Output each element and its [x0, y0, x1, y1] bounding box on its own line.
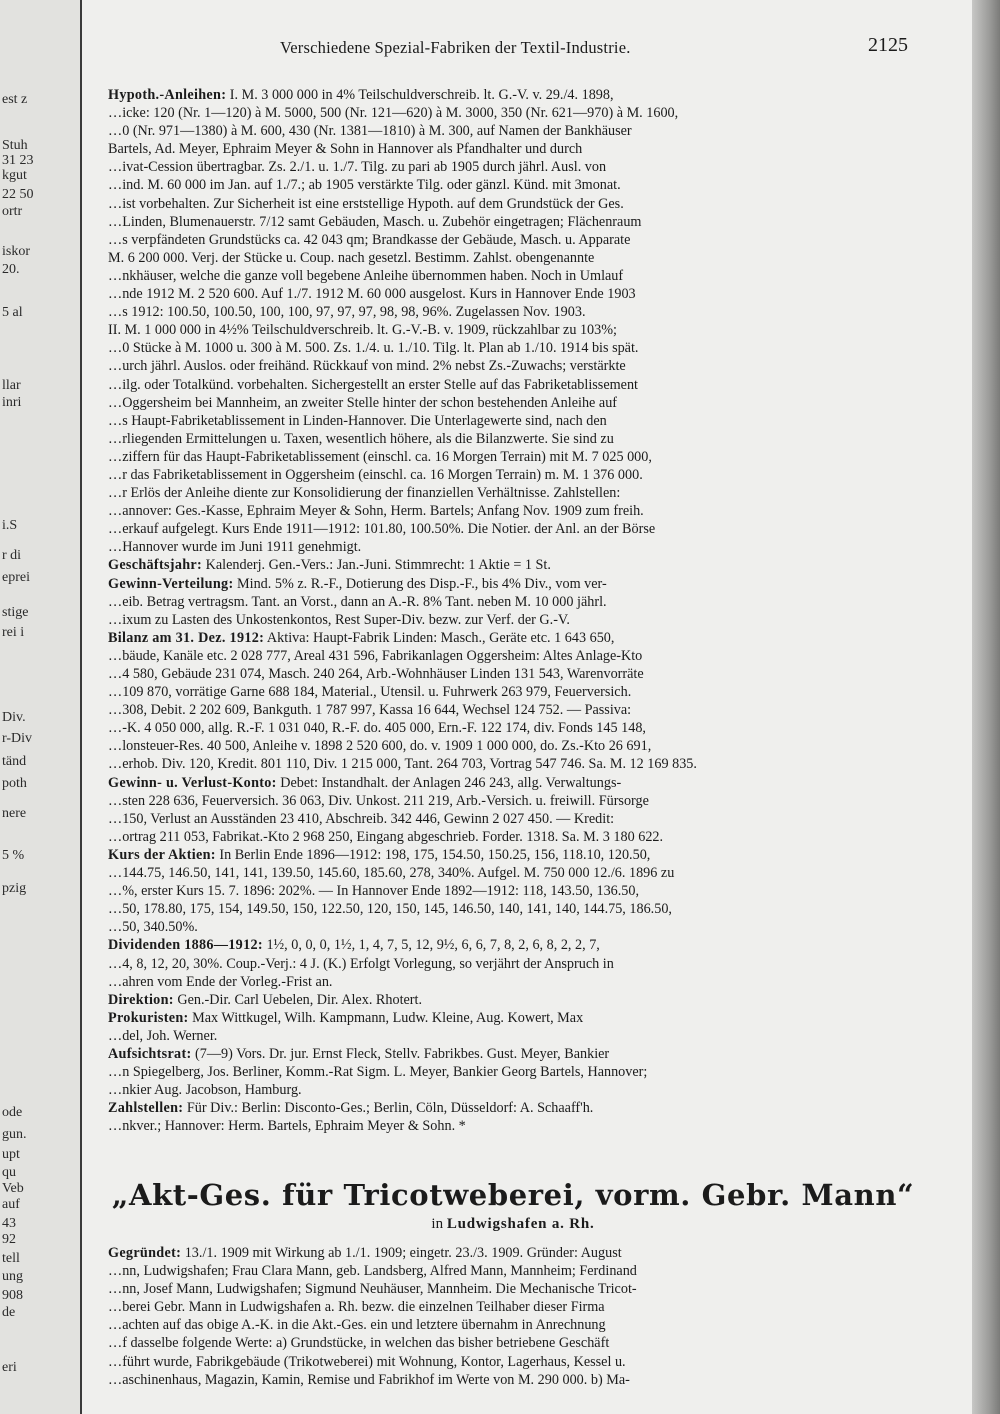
line-text: …erkauf aufgelegt. Kurs Ende 1911—1912: 101.80, 100.50%. Die Notier. der Anl. an der Börse: [108, 521, 656, 538]
section-keyword: Bilanz am 31. Dez. 1912:: [108, 629, 265, 646]
text-line: [108, 665, 918, 683]
margin-fragment: gun.: [2, 1127, 27, 1142]
line-text: …ilg. oder Totalkünd. vorbehalten. Sichergestellt an erster Stelle auf das Fabriketablissement: [108, 376, 638, 393]
text-line: [108, 484, 918, 502]
margin-fragment: ortr: [2, 204, 23, 219]
line-text: …144.75, 146.50, 141, 141, 139.50, 145.60, 185.60, 278, 340%. Aufgel. M. 750 000 12./6. 1896 zu: [108, 865, 675, 882]
company-name: „Akt-Ges. für Tricotweberei, vorm. Gebr. Mann“: [111, 1178, 915, 1212]
margin-fragment: iskor: [2, 244, 30, 259]
margin-fragment: qu: [2, 1165, 16, 1180]
margin-fragment: Div.: [2, 710, 26, 725]
text-line: [108, 466, 918, 484]
line-text: Debet: Instandhalt. der Anlagen 246 243, allg. Verwaltungs-: [276, 774, 622, 791]
margin-fragment: rei i: [2, 625, 25, 640]
margin-fragment: eprei: [2, 570, 30, 585]
text-line: [108, 683, 918, 701]
text-line: [108, 502, 918, 520]
line-text: …ixum zu Lasten des Unkostenkontos, Rest Super-Div. bezw. zur Verf. der G.-V.: [108, 611, 570, 628]
text-line: [108, 213, 918, 231]
text-line: [108, 430, 918, 448]
line-text: …annover: Ges.-Kasse, Ephraim Meyer & Sohn, Herm. Bartels; Anfang Nov. 1909 zum freih.: [108, 503, 644, 520]
line-text: …ist vorbehalten. Zur Sicherheit ist eine erststellige Hypoth. auf dem Grundstück der Ges.: [108, 195, 624, 212]
line-text: …nn, Ludwigshafen; Frau Clara Mann, geb. Landsberg, Alfred Mann, Mannheim; Ferdinand: [108, 1263, 637, 1280]
text-line: [108, 556, 918, 574]
line-text: …4, 8, 12, 20, 30%. Coup.-Verj.: 4 J. (K.) Erfolgt Vorlegung, so verjährt der Anspruch in: [108, 955, 614, 972]
margin-fragment: 31 23: [2, 153, 34, 168]
line-text: 1½, 0, 0, 0, 1½, 1, 4, 7, 5, 12, 9½, 6, 6, 7, 8, 2, 6, 8, 2, 2, 7,: [262, 937, 600, 954]
text-line: [108, 575, 918, 593]
text-line: [108, 1371, 918, 1389]
line-text: Für Div.: Berlin: Disconto-Ges.; Berlin, Cöln, Düsseldorf: A. Schaaff'h.: [183, 1100, 594, 1117]
text-line: [108, 158, 918, 176]
text-line: [108, 104, 918, 122]
line-text: …50, 178.80, 175, 154, 149.50, 150, 122.50, 120, 150, 145, 146.50, 140, 141, 140, 144.75, 186.50,: [108, 901, 672, 918]
text-line: [108, 520, 918, 538]
margin-fragment: r-Div: [2, 731, 33, 746]
text-line: [108, 140, 918, 158]
line-text: …50, 340.50%.: [108, 919, 198, 936]
margin-fragment: eri: [2, 1360, 17, 1375]
margin-fragment: 92: [2, 1232, 16, 1247]
text-line: [108, 1027, 918, 1045]
line-text: …r das Fabriketablissement in Oggersheim (einschl. ca. 16 Morgen Terrain) m. M. 1 376 000.: [108, 466, 643, 483]
text-line: [108, 1063, 918, 1081]
section-keyword: Gewinn- u. Verlust-Konto:: [108, 774, 277, 791]
text-line: [108, 719, 918, 737]
line-text: …berei Gebr. Mann in Ludwigshafen a. Rh. bezw. die einzelnen Teilhaber dieser Firma: [108, 1299, 605, 1316]
text-line: [108, 991, 918, 1009]
line-text: …Hannover wurde im Juni 1911 genehmigt.: [108, 539, 362, 556]
text-line: [108, 701, 918, 719]
margin-fragment: est z: [2, 92, 28, 107]
text-line: [108, 176, 918, 194]
line-text: Mind. 5% z. R.-F., Dotierung des Disp.-F., bis 4% Div., vom ver-: [233, 575, 607, 592]
line-text: II. M. 1 000 000 in 4½% Teilschuldverschreib. lt. G.-V.-B. v. 1909, rückzahlbar zu 103%;: [108, 322, 618, 339]
line-text: …4 580, Gebäude 231 074, Masch. 240 264, Arb.-Wohnhäuser Linden 131 543, Warenvorräte: [108, 666, 644, 682]
text-line: [108, 376, 918, 394]
text-line: [108, 792, 918, 810]
line-text: …nkhäuser, welche die ganze voll begebene Anleihe übernommen haben. Noch in Umlauf: [108, 267, 624, 284]
margin-fragment: de: [2, 1305, 16, 1320]
line-text: Bartels, Ad. Meyer, Ephraim Meyer & Sohn in Hannover als Pfandhalter und durch: [108, 141, 583, 158]
text-line: [108, 864, 918, 882]
margin-fragment: 5 al: [2, 305, 23, 320]
margin-fragment: 43: [2, 1216, 16, 1231]
page-header: [96, 34, 916, 62]
text-line: [108, 195, 918, 213]
line-text: …nn, Josef Mann, Ludwigshafen; Sigmund Neuhäuser, Mannheim. Die Mechanische Tricot-: [108, 1281, 637, 1298]
margin-fragment: Stuh: [2, 138, 28, 153]
line-text: …Oggersheim bei Mannheim, an zweiter Stelle hinter der schon bestehenden Anleihe auf: [108, 394, 618, 411]
margin-fragment: i.S: [2, 518, 18, 533]
section-keyword: Direktion:: [108, 991, 174, 1008]
company-heading: [108, 1178, 918, 1233]
margin-fragment: 20.: [2, 262, 20, 277]
text-line: [108, 647, 918, 665]
line-text: …bäude, Kanäle etc. 2 028 777, Areal 431 596, Fabrikanlagen Oggersheim: Altes Anlage-Kto: [108, 647, 643, 664]
margin-fragment: Veb: [2, 1181, 24, 1196]
margin-fragment: ode: [2, 1105, 23, 1120]
line-text: Gen.-Dir. Carl Uebelen, Dir. Alex. Rhotert.: [173, 991, 423, 1008]
line-text: …Linden, Blumenauerstr. 7/12 samt Gebäuden, Masch. u. Zubehör eingetragen; Flächenraum: [108, 213, 642, 230]
line-text: Max Wittkugel, Wilh. Kampmann, Ludw. Kleine, Aug. Kowert, Max: [188, 1009, 584, 1026]
company-location-city: Ludwigshafen a. Rh.: [446, 1216, 595, 1232]
margin-fragment: pzig: [2, 881, 27, 896]
line-text: …nkier Aug. Jacobson, Hamburg.: [108, 1082, 302, 1099]
text-line: [108, 448, 918, 466]
margin-fragment: r di: [2, 548, 22, 563]
line-text: …s verpfändeten Grundstücks ca. 42 043 qm; Brandkasse der Gebäude, Masch. u. Apparate: [108, 231, 631, 248]
company-location-prefix: in: [431, 1216, 444, 1232]
line-text: …icke: 120 (Nr. 1—120) à M. 5000, 500 (Nr. 121—620) à M. 3000, 350 (Nr. 621—970) à M. 1600,: [108, 105, 679, 122]
line-text: …lonsteuer-Res. 40 500, Anleihe v. 1898 2 520 600, do. v. 1909 1 000 000, do. Zs.-Kto 26 691,: [108, 738, 652, 755]
line-text: …aschinenhaus, Magazin, Kamin, Remise und Fabrikhof im Werte von M. 290 000. b) Ma-: [108, 1371, 630, 1388]
margin-fragment: 22 50: [2, 187, 34, 202]
line-text: 13./1. 1909 mit Wirkung ab 1./1. 1909; eingetr. 23./3. 1909. Gründer: August: [181, 1245, 622, 1261]
line-text: (7—9) Vors. Dr. jur. Ernst Fleck, Stellv. Fabrikbes. Gust. Meyer, Bankier: [191, 1045, 610, 1062]
line-text: …ahren vom Ende der Vorleg.-Frist an.: [108, 973, 333, 990]
line-text: …r Erlös der Anleihe diente zur Konsolidierung der finanziellen Verhältnisse. Zahlstellen:: [108, 485, 621, 502]
section-keyword: Zahlstellen:: [108, 1100, 184, 1117]
text-line: [108, 321, 918, 339]
section-keyword: Geschäftsjahr:: [108, 557, 203, 574]
line-text: …nkver.; Hannover: Herm. Bartels, Ephraim Meyer & Sohn. *: [108, 1118, 466, 1135]
text-line: [108, 1081, 918, 1099]
text-line: [108, 86, 918, 104]
text-line: [108, 231, 918, 249]
line-text: …ivat-Cession übertragbar. Zs. 2./1. u. 1./7. Tilg. zu pari ab 1905 durch jährl. Ausl. von: [108, 159, 607, 176]
line-text: …s 1912: 100.50, 100.50, 100, 100, 97, 97, 97, 98, 98, 96%. Zugelassen Nov. 1903.: [108, 304, 586, 321]
line-text: …urch jährl. Auslos. oder freihänd. Rückkauf von mind. 2% nebst Zs.-Zuwachs; verstärkte: [108, 358, 626, 375]
text-line: [108, 1298, 918, 1316]
margin-fragment: 5 %: [2, 848, 25, 863]
margin-fragment: inri: [2, 395, 22, 410]
text-line: [108, 1009, 918, 1027]
margin-fragment: tell: [2, 1251, 20, 1266]
margin-fragment: stige: [2, 605, 29, 620]
text-line: [108, 267, 918, 285]
line-text: …f dasselbe folgende Werte: a) Grundstücke, in welchen das bisher betriebene Geschäft: [108, 1335, 610, 1352]
line-text: M. 6 200 000. Verj. der Stücke u. Coup. nach gesetzl. Bestimm. Zahlst. obengenannte: [108, 249, 595, 266]
text-line: [108, 1280, 918, 1298]
margin-fragment: upt: [2, 1147, 20, 1162]
text-line: [108, 1353, 918, 1371]
text-line: [108, 412, 918, 430]
text-line: [108, 973, 918, 991]
text-line: [108, 774, 918, 792]
running-title: Verschiedene Spezial-Fabriken der Textil-Industrie.: [280, 38, 631, 57]
line-text: …führt wurde, Fabrikgebäude (Trikotweberei) mit Wohnung, Kontor, Lagerhaus, Kessel u.: [108, 1353, 626, 1370]
text-line: [108, 810, 918, 828]
line-text: …nde 1912 M. 2 520 600. Auf 1./7. 1912 M. 60 000 ausgelost. Kurs in Hannover Ende 1903: [108, 286, 636, 303]
section-keyword: Gegründet:: [108, 1245, 182, 1261]
line-text: …s Haupt-Fabriketablissement in Linden-Hannover. Die Unterlagewerte sind, nach den: [108, 412, 607, 429]
line-text: …-K. 4 050 000, allg. R.-F. 1 031 040, R.-F. do. 405 000, Ern.-F. 122 174, div. Fonds 145 148,: [108, 720, 646, 737]
text-line: [108, 303, 918, 321]
line-text: …sten 228 636, Feuerversich. 36 063, Div. Unkost. 211 219, Arb.-Versich. u. freiwill. Fürsorge: [108, 792, 649, 809]
line-text: …%, erster Kurs 15. 7. 1896: 202%. — In Hannover Ende 1892—1912: 118, 143.50, 136.50,: [108, 883, 640, 900]
text-line: [108, 900, 918, 918]
section-keyword: Aufsichtsrat:: [108, 1045, 192, 1062]
section-keyword: Hypoth.-Anleihen:: [108, 87, 227, 103]
margin-fragment: poth: [2, 776, 27, 791]
text-line: [108, 1045, 918, 1063]
company-location: [108, 1216, 918, 1233]
text-line: [108, 339, 918, 357]
line-text: Kalenderj. Gen.-Vers.: Jan.-Juni. Stimmrecht: 1 Aktie = 1 St.: [202, 557, 551, 574]
text-line: [108, 285, 918, 303]
text-line: [108, 122, 918, 140]
line-text: I. M. 3 000 000 in 4% Teilschuldverschreib. lt. G.-V. v. 29./4. 1898,: [226, 87, 614, 103]
line-text: …n Spiegelberg, Jos. Berliner, Komm.-Rat Sigm. L. Meyer, Bankier Georg Bartels, Hannover;: [108, 1064, 648, 1081]
page-edge-shadow: [972, 0, 1000, 1414]
margin-fragment: auf: [2, 1197, 20, 1212]
text-line: [108, 918, 918, 936]
line-text: …erhob. Div. 120, Kredit. 801 110, Div. 1 215 000, Tant. 264 703, Vortrag 547 746. Sa. M. 12 169 835.: [108, 756, 697, 773]
margin-fragment: 908: [2, 1288, 23, 1303]
text-line: [108, 593, 918, 611]
margin-fragment: tänd: [2, 754, 27, 769]
text-line: [108, 394, 918, 412]
margin-fragment: llar: [2, 378, 21, 393]
section-keyword: Prokuristen:: [108, 1009, 189, 1026]
margin-fragment: nere: [2, 806, 27, 821]
line-text: …del, Joh. Werner.: [108, 1027, 218, 1044]
margin-fragment: kgut: [2, 168, 27, 183]
line-text: …ortrag 211 053, Fabrikat.-Kto 2 968 250, Eingang abgeschrieb. Forder. 1318. Sa. M. 3 180 622.: [108, 828, 664, 845]
text-line: [108, 828, 918, 846]
line-text: …0 Stücke à M. 1000 u. 300 à M. 500. Zs. 1./4. u. 1./10. Tilg. lt. Plan ab 1./10. 1914 bis spät.: [108, 340, 639, 357]
text-line: [108, 846, 918, 864]
text-line: [108, 936, 918, 954]
section-keyword: Kurs der Aktien:: [108, 846, 216, 863]
text-line: [108, 1262, 918, 1280]
text-line: [108, 1316, 918, 1334]
text-line: [108, 1334, 918, 1352]
line-text: Aktiva: Haupt-Fabrik Linden: Masch., Geräte etc. 1 643 650,: [264, 629, 615, 646]
text-line: [108, 249, 918, 267]
company-entry-continued: [108, 86, 918, 1135]
line-text: …rliegenden Ermittelungen u. Taxen, wesentlich höhere, als die Bilanzwerte. Sie sind zu: [108, 430, 614, 447]
line-text: …ziffern für das Haupt-Fabriketablissement (einschl. ca. 16 Morgen Terrain) mit M. 7 025 000,: [108, 448, 652, 465]
text-line: [108, 1099, 918, 1117]
text-line: [108, 755, 918, 773]
line-text: …ind. M. 60 000 im Jan. auf 1./7.; ab 1905 verstärkte Tilg. oder gänzl. Künd. mit 3monat.: [108, 177, 621, 194]
line-text: …109 870, vorrätige Garne 688 184, Material., Utensil. u. Fuhrwerk 263 979, Feuerversich.: [108, 684, 632, 701]
line-text: …0 (Nr. 971—1380) à M. 600, 430 (Nr. 1381—1810) à M. 300, auf Namen der Bankhäuser: [108, 123, 632, 140]
text-line: [108, 611, 918, 629]
text-line: [108, 882, 918, 900]
text-line: [108, 737, 918, 755]
line-text: …150, Verlust an Ausständen 23 410, Abschreib. 342 446, Gewinn 2 027 450. — Kredit:: [108, 810, 615, 827]
text-line: [108, 357, 918, 375]
line-text: …308, Debit. 2 202 609, Bankguth. 1 787 997, Kassa 16 644, Wechsel 124 752. — Passiva:: [108, 702, 632, 719]
line-text: …eib. Betrag vertragsm. Tant. an Vorst., dann an A.-R. 8% Tant. neben M. 10 000 jährl.: [108, 593, 607, 610]
section-keyword: Dividenden 1886—1912:: [108, 937, 263, 954]
adjacent-page-edge: [0, 0, 82, 1414]
text-line: [108, 1117, 918, 1135]
text-line: [108, 1244, 918, 1262]
text-line: [108, 538, 918, 556]
section-keyword: Gewinn-Verteilung:: [108, 575, 234, 592]
company-entry-new: [108, 1244, 918, 1389]
line-text: …achten auf das obige A.-K. in die Akt.-Ges. ein und letztere übernahm in Anrechnung: [108, 1317, 606, 1334]
margin-fragment: ung: [2, 1269, 23, 1284]
line-text: In Berlin Ende 1896—1912: 198, 175, 154.50, 150.25, 156, 118.10, 120.50,: [215, 846, 651, 863]
text-line: [108, 955, 918, 973]
page-number: 2125: [868, 34, 908, 56]
text-line: [108, 629, 918, 647]
